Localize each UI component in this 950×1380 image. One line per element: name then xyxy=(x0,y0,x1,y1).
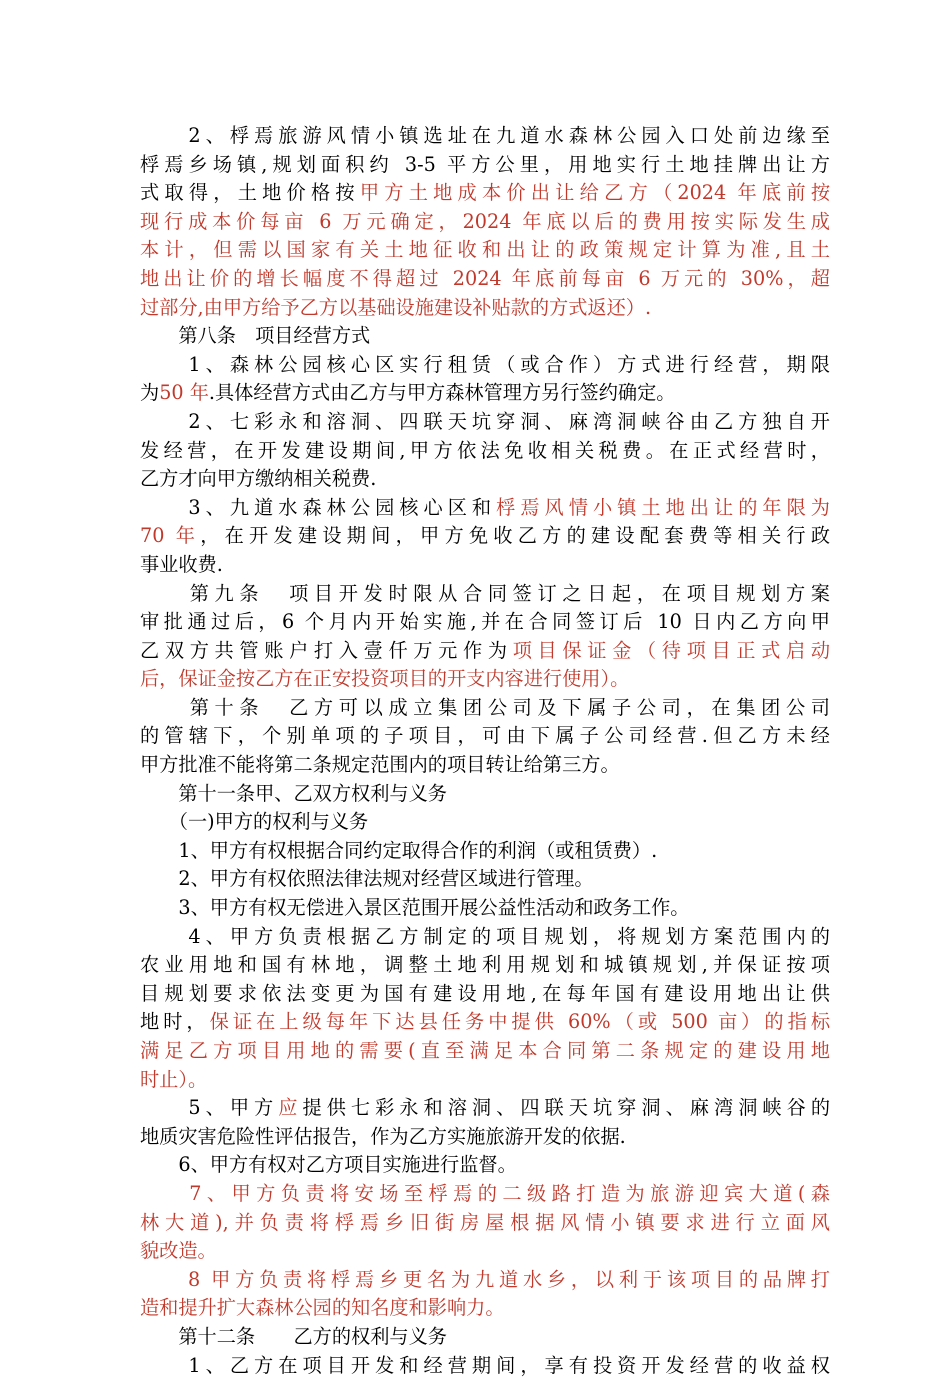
highlighted-text: 造和提升扩大森林公园的知名度和影响力。 xyxy=(140,1296,505,1320)
text-line xyxy=(140,1180,830,1209)
text-line xyxy=(140,551,830,580)
text-line xyxy=(140,465,830,494)
body-text: 2、甲方有权依照法律法规对经营区域进行管理。 xyxy=(140,867,594,891)
highlighted-text: 项目保证金（待项目正式启动 xyxy=(512,638,831,662)
body-text: 地质灾害危险性评估报告，作为乙方实施旅游开发的依据. xyxy=(140,1124,626,1148)
highlighted-text: 保证在上级每年下达县任务中提供 60%（或 500 亩）的指标 xyxy=(209,1010,831,1034)
text-line xyxy=(140,437,830,466)
text-line xyxy=(140,265,830,294)
body-text: 第八条 项目经营方式 xyxy=(140,324,371,348)
text-line xyxy=(140,122,830,151)
highlighted-text: 地出让价的增长幅度不得超过 2024 年底前每亩 6 万元的 30%，超 xyxy=(140,266,830,290)
body-text: 3、九道水森林公园核心区和 xyxy=(140,495,497,519)
highlighted-text: 过部分,由甲方给予乙方以基础设施建设补贴款的方式返还）. xyxy=(140,295,652,319)
body-text: 2、七彩永和溶洞、四联天坑穿洞、麻湾洞峡谷由乙方独自开 xyxy=(140,409,830,433)
text-line xyxy=(140,351,830,380)
text-line xyxy=(140,951,830,980)
body-text: 1、乙方在项目开发和经营期间，享有投资开发经营的收益权 xyxy=(140,1353,830,1377)
text-line xyxy=(140,722,830,751)
body-text: 发经营，在开发建设期间,甲方依法免收相关税费。在正式经营时， xyxy=(140,438,830,462)
body-text: .具体经营方式由乙方与甲方森林管理方另行签约确定。 xyxy=(208,381,676,405)
body-text: 2、桴焉旅游风情小镇选址在九道水森林公园入口处前边缘至 xyxy=(140,124,830,147)
text-line xyxy=(140,1151,830,1180)
body-text: 的管辖下，个别单项的子项目，可由下属子公司经营.但乙方未经 xyxy=(140,724,830,748)
body-text: ，在开发建设期间，甲方免收乙方的建设配套费等相关行政 xyxy=(200,524,831,548)
highlighted-text: 本计，但需以国家有关土地征收和出让的政策规定计算为准,且土 xyxy=(140,238,830,262)
text-line xyxy=(140,980,830,1009)
text-line xyxy=(140,1094,830,1123)
body-text: 桴焉乡场镇,规划面积约 3-5 平方公里，用地实行土地挂牌出让方 xyxy=(140,152,830,176)
highlighted-text: 林大道),并负责将桴焉乡旧街房屋根据风情小镇要求进行立面风 xyxy=(140,1210,830,1234)
text-line xyxy=(140,322,830,351)
text-line xyxy=(140,608,830,637)
body-text: 式取得，土地价格按 xyxy=(140,181,360,205)
highlighted-text: 后，保证金按乙方在正安投资项目的开支内容进行使用）。 xyxy=(140,667,630,691)
text-line xyxy=(140,494,830,523)
text-line xyxy=(140,694,830,723)
body-text: 第十一条甲、乙双方权利与义务 xyxy=(140,781,447,805)
body-text: 第十条 乙方可以成立集团公司及下属子公司，在集团公司 xyxy=(140,695,830,719)
body-text: 目规划要求依法变更为国有建设用地,在每年国有建设用地出让供 xyxy=(140,981,830,1005)
highlighted-text: 8 甲方负责将桴焉乡更名为九道水乡，以利于该项目的品牌打 xyxy=(140,1267,830,1291)
text-line xyxy=(140,580,830,609)
body-text: 审批通过后，6 个月内开始实施,并在合同签订后 10 日内乙方向甲 xyxy=(140,610,830,634)
body-text: 4、甲方负责根据乙方制定的项目规划，将规划方案范围内的 xyxy=(140,924,830,948)
text-line xyxy=(140,894,830,923)
text-line xyxy=(140,179,830,208)
text-line xyxy=(140,294,830,323)
text-line xyxy=(140,1008,830,1037)
body-text: 为 xyxy=(140,381,160,405)
body-text: 农业用地和国有林地，调整土地利用规划和城镇规划,并保证按项 xyxy=(140,953,830,977)
text-line xyxy=(140,1323,830,1352)
text-line xyxy=(140,1066,830,1095)
text-line xyxy=(140,837,830,866)
body-text: 乙双方共管账户打入壹仟万元作为 xyxy=(140,638,513,662)
text-line xyxy=(140,808,830,837)
body-text: （一)甲方的权利与义务 xyxy=(140,810,369,834)
highlighted-text: 70 年 xyxy=(140,524,201,548)
text-line xyxy=(140,865,830,894)
body-text: 提供七彩永和溶洞、四联天坑穿洞、麻湾洞峡谷的 xyxy=(302,1096,831,1120)
text-line xyxy=(140,379,830,408)
body-text: 1、甲方有权根据合同约定取得合作的利润（或租赁费）. xyxy=(140,838,658,862)
highlighted-text: 7、甲方负责将安场至桴焉的二级路打造为旅游迎宾大道(森 xyxy=(140,1181,830,1205)
text-line xyxy=(140,1266,830,1295)
text-line xyxy=(140,522,830,551)
text-line xyxy=(140,1037,830,1066)
text-line xyxy=(140,780,830,809)
body-text: 第九条 项目开发时限从合同签订之日起，在项目规划方案 xyxy=(140,581,830,605)
highlighted-text: 貌改造。 xyxy=(140,1239,217,1263)
highlighted-text: 现行成本价每亩 6 万元确定，2024 年底以后的费用按实际发生成 xyxy=(140,209,830,233)
body-text: 1、森林公园核心区实行租赁（或合作）方式进行经营，期限 xyxy=(140,352,830,376)
body-text: 乙方才向甲方缴纳相关税费. xyxy=(140,467,377,491)
text-line xyxy=(140,665,830,694)
text-line xyxy=(140,923,830,952)
text-line xyxy=(140,1352,830,1380)
highlighted-text: 50 年 xyxy=(159,381,209,405)
text-line xyxy=(140,151,830,180)
text-line xyxy=(140,1209,830,1238)
text-line xyxy=(140,1237,830,1266)
highlighted-text: 满足乙方项目用地的需要(直至满足本合同第二条规定的建设用地 xyxy=(140,1039,830,1062)
text-line xyxy=(140,408,830,437)
body-text: 6、甲方有权对乙方项目实施进行监督。 xyxy=(140,1153,517,1177)
highlighted-text: 桴焉风情小镇土地出让的年限为 xyxy=(496,495,830,519)
highlighted-text: 时止）。 xyxy=(140,1067,208,1091)
highlighted-text: 应 xyxy=(278,1096,303,1120)
text-line xyxy=(140,637,830,666)
text-line xyxy=(140,208,830,237)
text-line xyxy=(140,236,830,265)
text-line xyxy=(140,1294,830,1323)
body-text: 第十二条 乙方的权利与义务 xyxy=(140,1324,447,1348)
contract-text-body xyxy=(140,122,830,1380)
body-text: 事业收费. xyxy=(140,552,223,576)
body-text: 地时， xyxy=(140,1010,210,1034)
body-text: 5、甲方 xyxy=(140,1096,279,1120)
text-line xyxy=(140,751,830,780)
body-text: 3、甲方有权无偿进入景区范围开展公益性活动和政务工作。 xyxy=(140,896,690,920)
highlighted-text: 甲方土地成本价出让给乙方（2024 年底前按 xyxy=(359,181,831,205)
body-text: 甲方批准不能将第二条规定范围内的项目转让给第三方。 xyxy=(140,753,620,777)
text-line xyxy=(140,1123,830,1152)
